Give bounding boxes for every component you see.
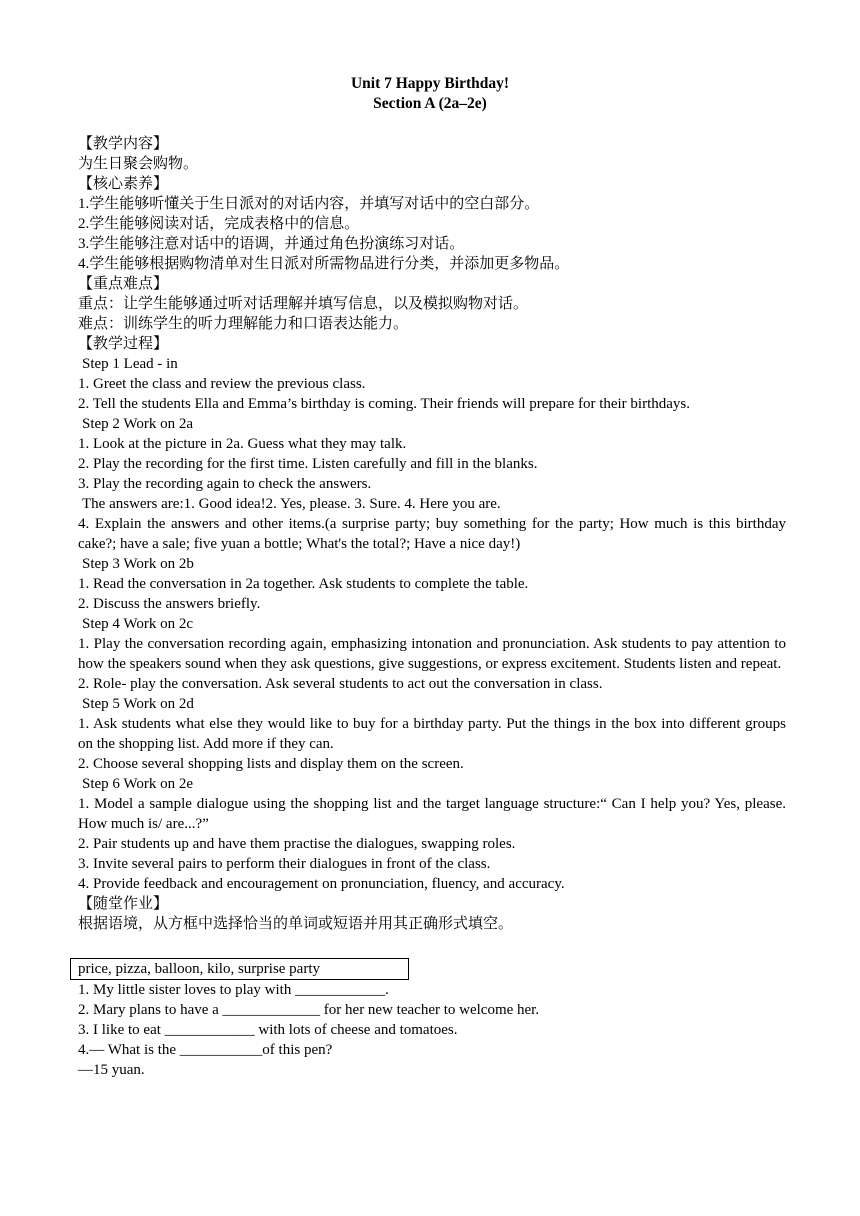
heading-teaching-content: 【教学内容】	[78, 136, 169, 152]
answers-line: The answers are:1. Good idea!2. Yes, please. 3. Sure. 4. Here you are.	[82, 496, 501, 512]
paragraph: 难点：训练学生的听力理解能力和口语表达能力。	[78, 316, 409, 332]
exercise-item: 2. Mary plans to have a _____________ for her new teacher to welcome her.	[78, 1002, 540, 1018]
list-item: 1.学生能够听懂关于生日派对的对话内容，并填写对话中的空白部分。	[78, 196, 540, 212]
exercise-item: 3. I like to eat ____________ with lots of cheese and tomatoes.	[78, 1022, 458, 1038]
exercise-item: 1. My little sister loves to play with ____________.	[78, 982, 389, 998]
step-heading: Step 4 Work on 2c	[82, 616, 194, 632]
list-item: 1. Read the conversation in 2a together. Ask students to complete the table.	[78, 576, 529, 592]
exercise-answer: —15 yuan.	[78, 1062, 145, 1078]
word-box-row	[78, 958, 786, 980]
list-item: 1. Look at the picture in 2a. Guess what they may talk.	[78, 436, 407, 452]
list-item: 3. Invite several pairs to perform their dialogues in front of the class.	[78, 856, 491, 872]
list-item: 1. Play the conversation recording again, emphasizing intonation and pronunciation. Ask students to pay attention to how the speakers sound when they ask questions, give suggestions, or express excitement. Students listen and repeat.	[78, 636, 786, 672]
step-heading: Step 5 Work on 2d	[82, 696, 194, 712]
list-item: 1. Model a sample dialogue using the shopping list and the target language structure:“ Can I help you? Yes, please. How much is/ are...?”	[78, 796, 786, 832]
list-item: 2. Tell the students Ella and Emma’s birthday is coming. Their friends will prepare for their birthdays.	[78, 396, 691, 412]
list-item: 2. Choose several shopping lists and display them on the screen.	[78, 756, 464, 772]
step-heading: Step 3 Work on 2b	[82, 556, 194, 572]
list-item: 2. Play the recording for the first time. Listen carefully and fill in the blanks.	[78, 456, 538, 472]
heading-teaching-process: 【教学过程】	[78, 336, 169, 352]
list-item: 4. Provide feedback and encouragement on pronunciation, fluency, and accuracy.	[78, 876, 565, 892]
list-item: 2. Discuss the answers briefly.	[78, 596, 261, 612]
list-item: 1. Greet the class and review the previous class.	[78, 376, 366, 392]
list-item: 3. Play the recording again to check the answers.	[78, 476, 372, 492]
paragraph: 为生日聚会购物。	[78, 156, 199, 172]
document-body	[78, 134, 786, 1080]
document-title: Unit 7 Happy Birthday!	[350, 75, 510, 92]
step-heading: Step 2 Work on 2a	[82, 416, 194, 432]
exercise-item: 4.— What is the ___________of this pen?	[78, 1042, 333, 1058]
heading-core-literacy: 【核心素养】	[78, 176, 169, 192]
word-box: price, pizza, balloon, kilo, surprise party	[70, 958, 409, 980]
spacer	[78, 934, 786, 954]
list-item: 1. Ask students what else they would like to buy for a birthday party. Put the things in the box into different groups on the shopping list. Add more if they can.	[78, 716, 786, 752]
step-heading: Step 6 Work on 2e	[82, 776, 194, 792]
paragraph: 重点：让学生能够通过听对话理解并填写信息，以及模拟购物对话。	[78, 296, 529, 312]
instructions: 根据语境，从方框中选择恰当的单词或短语并用其正确形式填空。	[78, 916, 514, 932]
list-item: 2. Role- play the conversation. Ask several students to act out the conversation in class.	[78, 676, 603, 692]
list-item: 4.学生能够根据购物清单对生日派对所需物品进行分类，并添加更多物品。	[78, 256, 570, 272]
list-item: 2.学生能够阅读对话，完成表格中的信息。	[78, 216, 360, 232]
step-heading: Step 1 Lead - in	[82, 356, 178, 372]
document-subtitle: Section A (2a–2e)	[373, 95, 487, 112]
list-item: 2. Pair students up and have them practise the dialogues, swapping roles.	[78, 836, 516, 852]
list-item: 3.学生能够注意对话中的语调，并通过角色扮演练习对话。	[78, 236, 465, 252]
heading-homework: 【随堂作业】	[78, 896, 169, 912]
heading-key-points: 【重点难点】	[78, 276, 169, 292]
list-item: 4. Explain the answers and other items.(a surprise party; buy something for the party; How much is this birthday cake?; have a sale; five yuan a bottle; What's the total?; Have a nice day!)	[78, 516, 786, 552]
